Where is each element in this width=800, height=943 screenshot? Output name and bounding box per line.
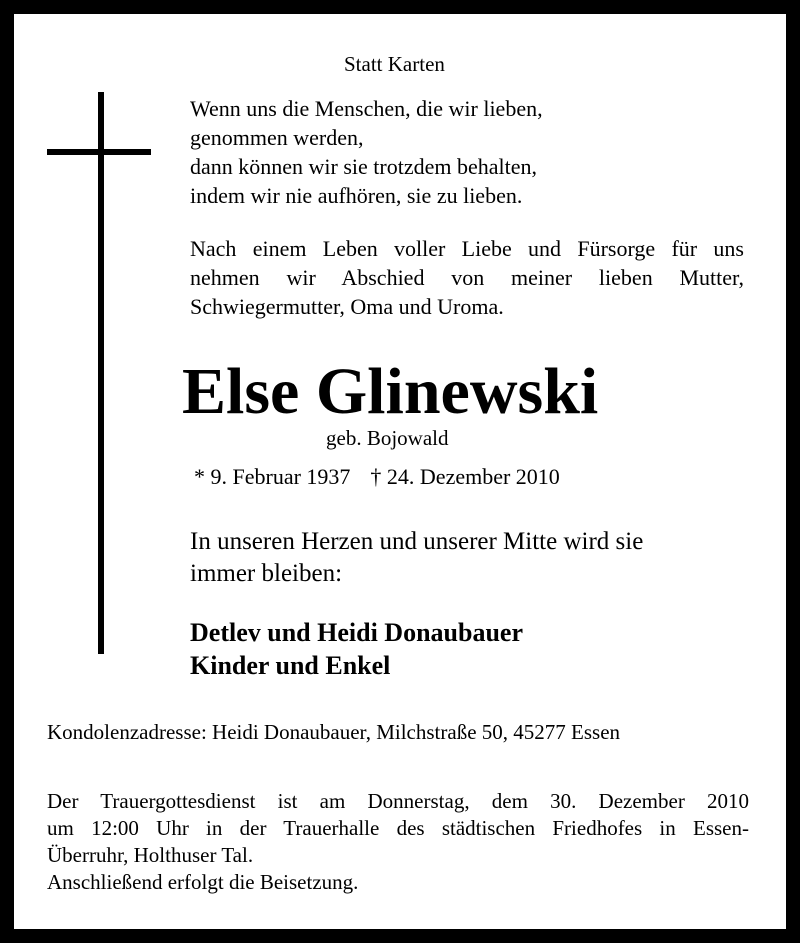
kondolenz-address: Kondolenzadresse: Heidi Donaubauer, Milchstraße 50, 45277 Essen bbox=[47, 720, 621, 744]
poem-line: genommen werden, bbox=[190, 125, 364, 150]
poem-line: Wenn uns die Menschen, die wir lieben, bbox=[190, 96, 543, 121]
heart-line: immer bleiben: bbox=[190, 560, 343, 587]
birth-name: geb. Bojowald bbox=[326, 426, 449, 450]
cross-icon-horizontal bbox=[47, 149, 151, 155]
birth-date: * 9. Februar 1937 bbox=[194, 464, 351, 489]
death-date: † 24. Dezember 2010 bbox=[370, 464, 560, 489]
family-signature bbox=[190, 616, 523, 682]
service-line: Anschließend erfolgt die Beisetzung. bbox=[47, 870, 359, 894]
intro-line: Nach einem Leben voller Liebe und Fürsorge für uns bbox=[190, 236, 744, 261]
cross-icon-vertical bbox=[98, 92, 104, 654]
statt-karten-label: Statt Karten bbox=[344, 52, 445, 76]
service-line: Überruhr, Holthuser Tal. bbox=[47, 843, 254, 867]
poem-line: dann können wir sie trotzdem behalten, bbox=[190, 154, 538, 179]
service-line: um 12:00 Uhr in der Trauerhalle des städtischen Friedhofes in Essen- bbox=[47, 816, 749, 840]
family-line: Detlev und Heidi Donaubauer bbox=[190, 618, 523, 647]
life-dates bbox=[194, 464, 580, 490]
heart-line: In unseren Herzen und unserer Mitte wird sie bbox=[190, 528, 644, 555]
heart-text bbox=[190, 526, 750, 590]
poem bbox=[190, 94, 543, 210]
deceased-name: Else Glinewski bbox=[182, 355, 599, 428]
intro-line: nehmen wir Abschied von meiner lieben Mutter, bbox=[190, 265, 744, 290]
poem-line: indem wir nie aufhören, sie zu lieben. bbox=[190, 183, 523, 208]
intro-text bbox=[190, 234, 744, 321]
intro-line: Schwiegermutter, Oma und Uroma. bbox=[190, 294, 504, 319]
family-line: Kinder und Enkel bbox=[190, 651, 391, 680]
service-line: Der Trauergottesdienst ist am Donnerstag, dem 30. Dezember 2010 bbox=[47, 789, 749, 813]
obituary-card bbox=[14, 14, 786, 929]
service-info bbox=[47, 788, 749, 896]
